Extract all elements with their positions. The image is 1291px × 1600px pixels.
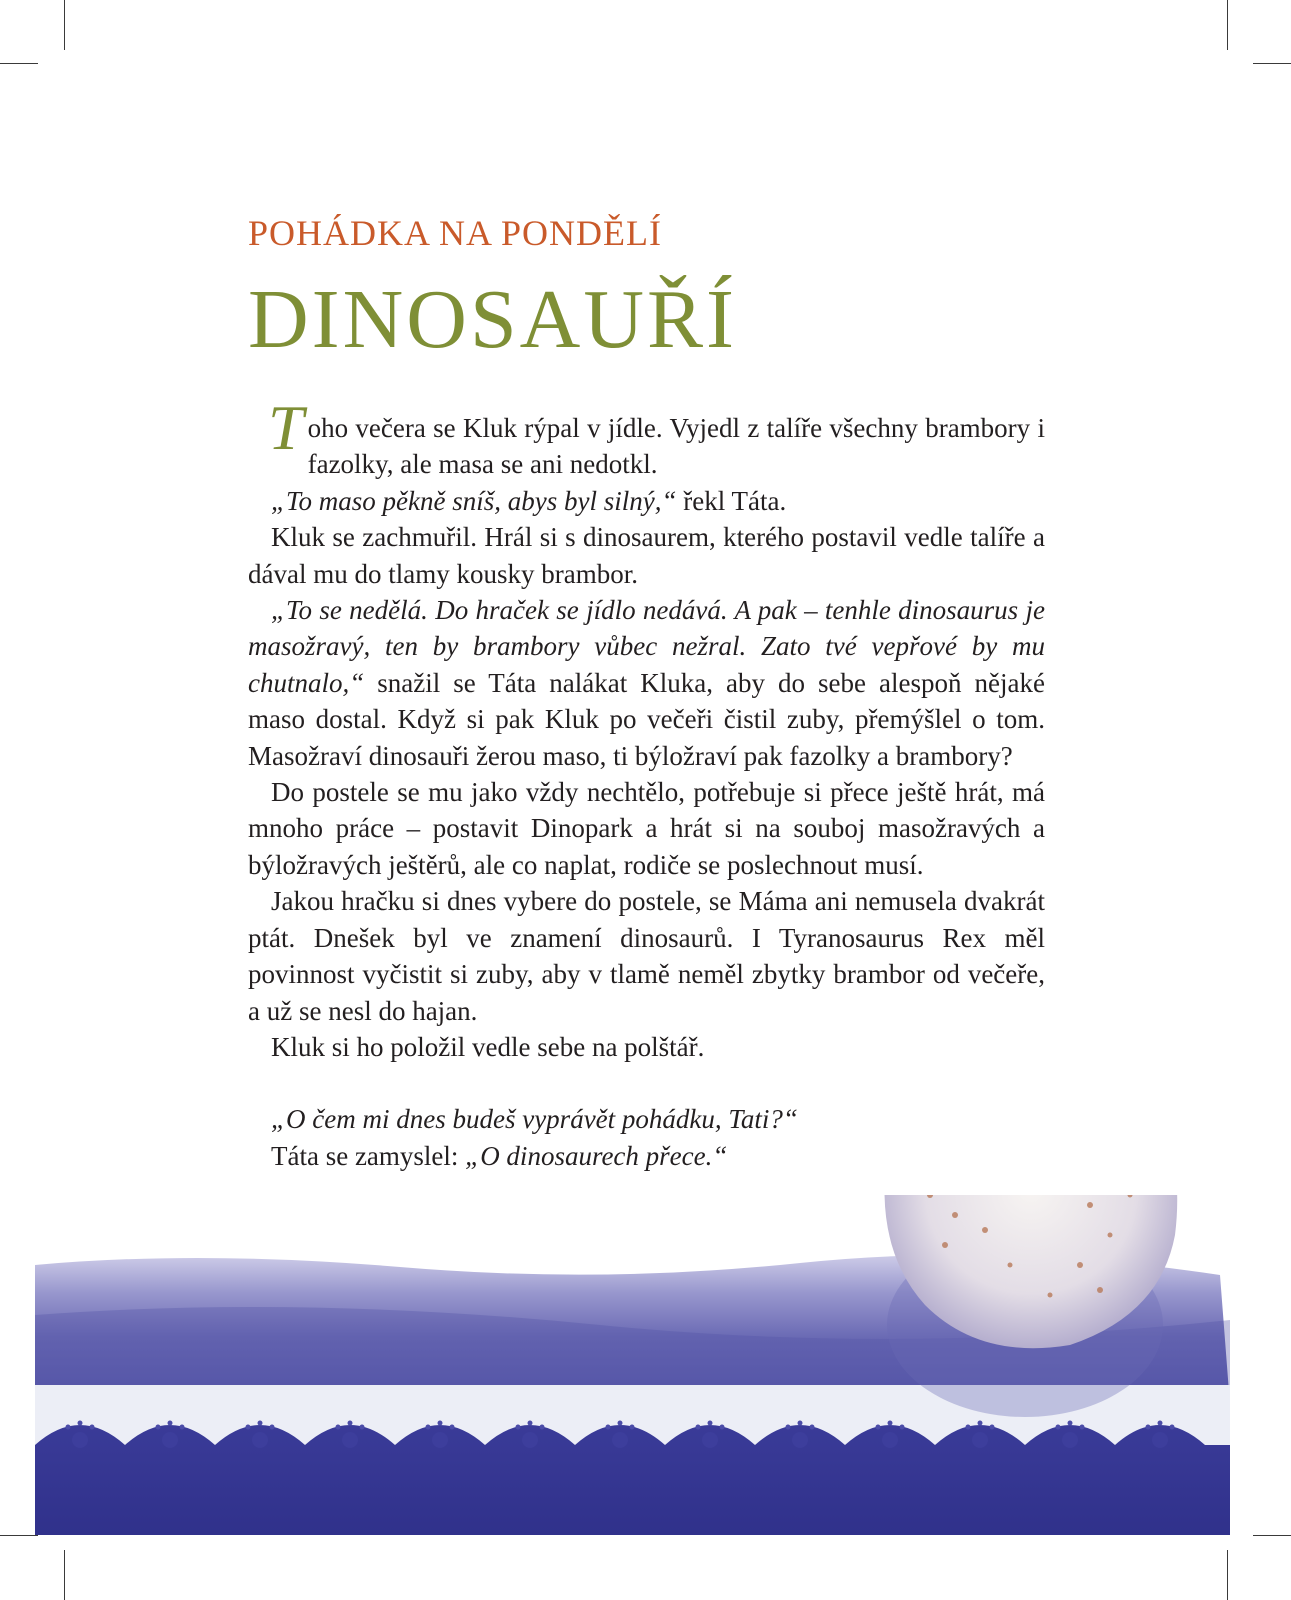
paragraph (248, 483, 1045, 519)
dialogue-quote: „To maso pěkně sníš, abys byl silný,“ (271, 485, 677, 516)
dialogue-quote: „To se nedělá. Do hraček se jídlo nedává. A pak – tenhle dinosaurus je masožravý, ten by brambory vůbec nežral. Zato tvé vepřové by mu chutnalo,“ (248, 595, 1045, 698)
paragraph-text: oho večera se Kluk rýpal v jídle. Vyjedl z talíře všechny brambory i fazolky, ale masa se ani nedotkl. (307, 413, 1045, 480)
paragraph: Jakou hračku si dnes vybere do postele, se Máma ani nemusela dvakrát ptát. Dnešek byl ve znamení dinosaurů. I Tyranosaurus Rex měl povinnost vyčistit si zuby, aby v tlamě neměl zbytky brambor od večeře, a už se nesl do hajan. (248, 886, 1045, 1026)
crop-mark (64, 0, 65, 50)
paragraph (248, 1101, 1045, 1137)
drop-cap: T (268, 392, 304, 463)
crop-mark (0, 63, 38, 64)
story-body (248, 392, 1045, 1174)
paragraph-gap (248, 1065, 1045, 1101)
paragraph: Kluk se zachmuřil. Hrál si s dinosaurem, kterého postavil vedle talíře a dával mu do tlamy kousky brambor. (248, 522, 1045, 589)
story-title: DINOSAUŘÍ (248, 273, 737, 366)
paragraph-text: řekl Táta. (676, 485, 787, 516)
story-overtitle: POHÁDKA NA PONDĚLÍ (248, 213, 663, 253)
paragraph-text: snažil se Táta nalákat Kluka, aby do sebe alespoň nějaké maso dostal. Když si pak Kluk po večeři čistil zuby, přemýšlel o tom. Masožraví dinosauři žerou maso, ti býložraví pak fazolky a brambory? (248, 667, 1045, 771)
watercolor-illustration (0, 1195, 1291, 1600)
dialogue-quote: „O dinosaurech přece.“ (465, 1140, 728, 1171)
paragraph: Do postele se mu jako vždy nechtělo, potřebuje si přece ještě hrát, má mnoho práce – postavit Dinopark a hrát si na souboj masožravých a býložravých ještěrů, ale co naplat, rodiče se poslechnout musí. (248, 777, 1045, 880)
paragraph (248, 1138, 1045, 1174)
crop-mark (1227, 0, 1228, 50)
dialogue-quote: „O čem mi dnes budeš vyprávět pohádku, Tati?“ (271, 1104, 798, 1135)
crop-mark (1253, 63, 1291, 64)
paragraph (248, 592, 1045, 774)
paragraph-text: Táta se zamyslel: (271, 1140, 466, 1171)
paragraph: Kluk si ho položil vedle sebe na polštář. (271, 1031, 705, 1062)
paragraph (248, 392, 1045, 483)
